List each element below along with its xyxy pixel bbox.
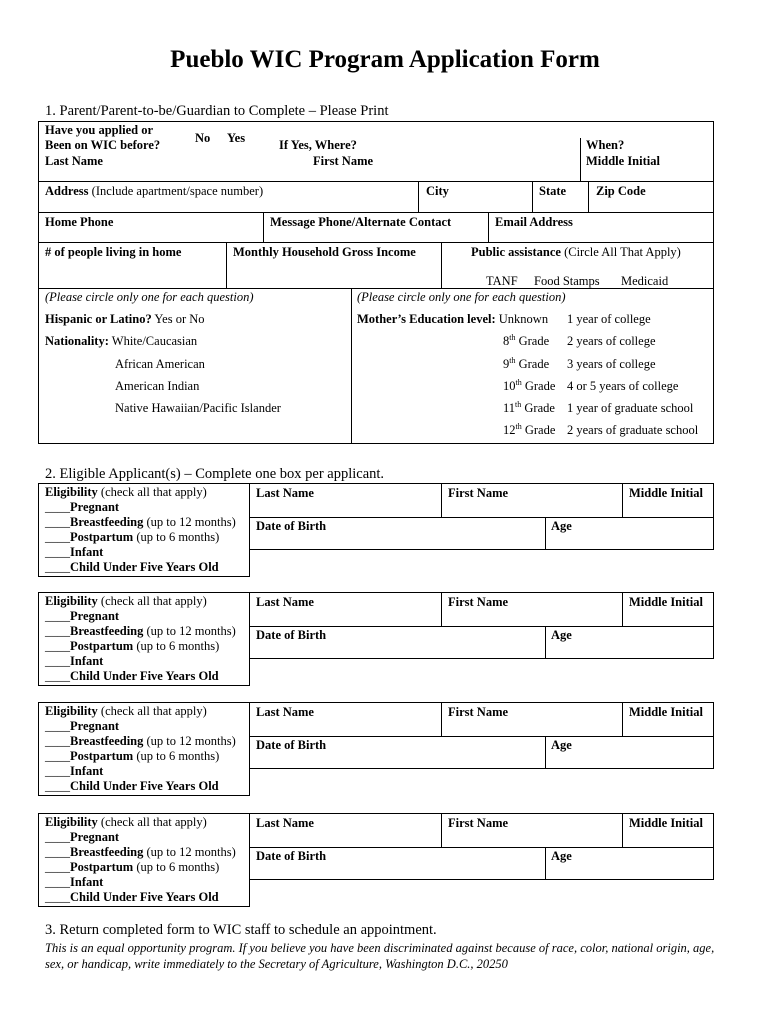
people-in-home-label: # of people living in home — [45, 245, 182, 259]
applicant-dob-label: Date of Birth — [256, 738, 327, 752]
child-label: Child Under Five Years Old — [70, 669, 219, 683]
breastfeeding-label: Breastfeeding — [70, 845, 144, 859]
col-divider — [532, 181, 533, 212]
col-divider — [580, 138, 581, 181]
email-label: Email Address — [495, 215, 573, 229]
infant-label: Infant — [70, 764, 104, 778]
grade-word: Grade — [515, 357, 550, 371]
pregnant-checkbox[interactable] — [45, 830, 119, 845]
nationality-option[interactable]: American Indian — [115, 379, 200, 393]
col-divider — [622, 813, 623, 847]
check-blank: ____ — [45, 609, 70, 623]
grade-suffix: th — [509, 332, 516, 342]
pregnant-checkbox[interactable] — [45, 500, 119, 515]
eligibility-hint: (check all that apply) — [97, 704, 207, 718]
applicant-block — [0, 813, 770, 908]
applicant-last-name-label: Last Name — [256, 816, 314, 830]
col-divider — [545, 517, 546, 550]
postpartum-hint: (up to 6 months) — [133, 530, 220, 544]
applicant-last-name-label: Last Name — [256, 595, 314, 609]
col-divider — [545, 626, 546, 659]
child-label: Child Under Five Years Old — [70, 560, 219, 574]
eligibility-label: Eligibility — [45, 815, 98, 829]
check-blank: ____ — [45, 875, 70, 889]
nationality-option[interactable]: Native Hawaiian/Pacific Islander — [115, 401, 281, 415]
postpartum-hint: (up to 6 months) — [133, 749, 220, 763]
applicant-age-label: Age — [551, 738, 572, 752]
applicant-middle-initial-label: Middle Initial — [629, 595, 703, 609]
education-grade-option[interactable] — [503, 379, 555, 393]
col-divider — [622, 592, 623, 626]
public-assistance-field-label — [471, 245, 681, 259]
grade-number: 12 — [503, 423, 516, 437]
when-label: When? — [586, 138, 625, 152]
applicant-last-name-label: Last Name — [256, 705, 314, 719]
circle-note-left: (Please circle only one for each question) — [45, 290, 254, 304]
applicant-first-name-label: First Name — [448, 816, 509, 830]
col-divider — [441, 483, 442, 517]
grade-word: Grade — [521, 423, 556, 437]
applied-no-option[interactable]: No — [195, 131, 211, 145]
applicant-middle-initial-label: Middle Initial — [629, 705, 703, 719]
postpartum-checkbox[interactable] — [45, 639, 219, 654]
postpartum-label: Postpartum — [70, 860, 134, 874]
applied-question-line2: Been on WIC before? — [45, 138, 161, 152]
tanf-option[interactable]: TANF — [486, 274, 518, 288]
grade-number: 9 — [503, 357, 510, 371]
food-stamps-option[interactable]: Food Stamps — [534, 274, 600, 288]
row-divider — [38, 242, 714, 243]
row-divider — [249, 847, 714, 848]
breastfeeding-checkbox[interactable] — [45, 624, 236, 639]
child-checkbox[interactable] — [45, 890, 219, 905]
applicant-age-label: Age — [551, 628, 572, 642]
breastfeeding-label: Breastfeeding — [70, 734, 144, 748]
eligibility-heading — [45, 594, 207, 609]
applicant-first-name-label: First Name — [448, 486, 509, 500]
education-question — [357, 312, 548, 326]
applicant-age-label: Age — [551, 849, 572, 863]
col-divider — [488, 212, 489, 242]
infant-label: Infant — [70, 654, 104, 668]
pregnant-label: Pregnant — [70, 830, 120, 844]
col-divider — [588, 181, 589, 212]
check-blank: ____ — [45, 860, 70, 874]
postpartum-label: Postpartum — [70, 749, 134, 763]
first-name-label: First Name — [313, 154, 374, 168]
education-college-option[interactable]: 4 or 5 years of college — [567, 379, 679, 393]
city-label: City — [426, 184, 449, 198]
col-divider — [441, 813, 442, 847]
postpartum-label: Postpartum — [70, 639, 134, 653]
check-blank: ____ — [45, 890, 70, 904]
infant-checkbox[interactable] — [45, 545, 103, 560]
breastfeeding-checkbox[interactable] — [45, 734, 236, 749]
breastfeeding-hint: (up to 12 months) — [143, 624, 236, 638]
col-divider — [441, 702, 442, 736]
pregnant-checkbox[interactable] — [45, 609, 119, 624]
breastfeeding-checkbox[interactable] — [45, 845, 236, 860]
hispanic-options[interactable]: Yes or No — [151, 312, 205, 326]
check-blank: ____ — [45, 624, 70, 638]
applicant-first-name-label: First Name — [448, 595, 509, 609]
applicant-middle-initial-label: Middle Initial — [629, 486, 703, 500]
education-college-option[interactable]: 2 years of college — [567, 334, 656, 348]
education-college-option[interactable]: 2 years of graduate school — [567, 423, 699, 437]
hispanic-label: Hispanic or Latino? — [45, 312, 152, 326]
form-title: Pueblo WIC Program Application Form — [170, 46, 600, 73]
monthly-income-label: Monthly Household Gross Income — [233, 245, 416, 259]
applicant-dob-label: Date of Birth — [256, 519, 327, 533]
postpartum-checkbox[interactable] — [45, 530, 219, 545]
applicant-block — [0, 592, 770, 687]
breastfeeding-hint: (up to 12 months) — [143, 734, 236, 748]
check-blank: ____ — [45, 500, 70, 514]
infant-checkbox[interactable] — [45, 764, 103, 779]
row-divider — [249, 517, 714, 518]
education-unknown-option[interactable]: Unknown — [495, 312, 549, 326]
section-2-heading: 2. Eligible Applicant(s) – Complete one box per applicant. — [45, 466, 385, 482]
eligibility-hint: (check all that apply) — [97, 594, 207, 608]
message-phone-label: Message Phone/Alternate Contact — [270, 215, 452, 229]
row-divider — [249, 736, 714, 737]
child-checkbox[interactable] — [45, 669, 219, 684]
breastfeeding-hint: (up to 12 months) — [143, 515, 236, 529]
eligibility-label: Eligibility — [45, 594, 98, 608]
col-divider — [263, 212, 264, 242]
public-assistance-hint: (Circle All That Apply) — [560, 245, 681, 259]
medicaid-option[interactable]: Medicaid — [621, 274, 669, 288]
nationality-label: Nationality: — [45, 334, 109, 348]
check-blank: ____ — [45, 719, 70, 733]
zip-label: Zip Code — [596, 184, 646, 198]
row-divider — [38, 181, 714, 182]
breastfeeding-hint: (up to 12 months) — [143, 845, 236, 859]
eligibility-heading — [45, 704, 207, 719]
pregnant-label: Pregnant — [70, 500, 120, 514]
postpartum-checkbox[interactable] — [45, 749, 219, 764]
address-field-label — [45, 184, 263, 198]
grade-number: 8 — [503, 334, 510, 348]
check-blank: ____ — [45, 545, 70, 559]
infant-checkbox[interactable] — [45, 875, 103, 890]
check-blank: ____ — [45, 830, 70, 844]
grade-word: Grade — [521, 379, 556, 393]
hispanic-question — [45, 312, 205, 326]
postpartum-hint: (up to 6 months) — [133, 860, 220, 874]
pregnant-checkbox[interactable] — [45, 719, 119, 734]
col-divider — [545, 736, 546, 769]
row-divider — [38, 212, 714, 213]
infant-label: Infant — [70, 875, 104, 889]
child-label: Child Under Five Years Old — [70, 890, 219, 904]
pregnant-label: Pregnant — [70, 609, 120, 623]
grade-suffix: th — [515, 377, 522, 387]
eligibility-heading — [45, 485, 207, 500]
section-3-heading: 3. Return completed form to WIC staff to schedule an appointment. — [45, 922, 437, 938]
col-divider — [226, 242, 227, 288]
check-blank: ____ — [45, 734, 70, 748]
col-divider — [545, 847, 546, 880]
grade-suffix: th — [509, 355, 516, 365]
col-divider — [622, 483, 623, 517]
breastfeeding-label: Breastfeeding — [70, 624, 144, 638]
nationality-option[interactable]: White/Caucasian — [108, 334, 198, 348]
education-grade-option[interactable] — [503, 334, 549, 348]
education-grade-option[interactable] — [503, 423, 555, 437]
breastfeeding-label: Breastfeeding — [70, 515, 144, 529]
applicant-first-name-label: First Name — [448, 705, 509, 719]
eligibility-hint: (check all that apply) — [97, 815, 207, 829]
col-divider — [418, 181, 419, 212]
check-blank: ____ — [45, 530, 70, 544]
row-divider — [249, 626, 714, 627]
applicant-dob-label: Date of Birth — [256, 628, 327, 642]
child-checkbox[interactable] — [45, 560, 219, 575]
applicant-block — [0, 702, 770, 797]
education-college-option[interactable]: 3 years of college — [567, 357, 656, 371]
education-grade-option[interactable] — [503, 401, 555, 415]
equal-opportunity-notice: This is an equal opportunity program. If you believe you have been discriminated against because of race, color, national origin, age, sex, or handicap, write immediately to the Secretary of Agriculture, Washington D.C., 20250 — [45, 941, 715, 971]
grade-suffix: th — [515, 399, 522, 409]
public-assistance-label: Public assistance — [471, 245, 561, 259]
section-1-heading: 1. Parent/Parent-to-be/Guardian to Complete – Please Print — [45, 103, 389, 119]
postpartum-hint: (up to 6 months) — [133, 639, 220, 653]
eligibility-heading — [45, 815, 207, 830]
applicant-block — [0, 483, 770, 578]
education-grade-option[interactable] — [503, 357, 549, 371]
grade-word: Grade — [521, 401, 555, 415]
circle-note-right: (Please circle only one for each question) — [357, 290, 566, 304]
check-blank: ____ — [45, 749, 70, 763]
home-phone-label: Home Phone — [45, 215, 114, 229]
address-label: Address — [45, 184, 89, 198]
grade-suffix: th — [515, 421, 522, 431]
check-blank: ____ — [45, 669, 70, 683]
last-name-label: Last Name — [45, 154, 103, 168]
grade-word: Grade — [515, 334, 550, 348]
col-divider — [351, 288, 352, 444]
row-divider — [38, 288, 714, 289]
if-yes-where-label: If Yes, Where? — [279, 138, 357, 152]
check-blank: ____ — [45, 654, 70, 668]
eligibility-label: Eligibility — [45, 485, 98, 499]
check-blank: ____ — [45, 560, 70, 574]
applied-yes-option[interactable]: Yes — [227, 131, 246, 145]
applicant-age-label: Age — [551, 519, 572, 533]
check-blank: ____ — [45, 779, 70, 793]
infant-label: Infant — [70, 545, 104, 559]
education-label: Mother’s Education level: — [357, 312, 496, 326]
grade-number: 10 — [503, 379, 516, 393]
parent-info-box — [38, 121, 714, 444]
breastfeeding-checkbox[interactable] — [45, 515, 236, 530]
pregnant-label: Pregnant — [70, 719, 120, 733]
child-label: Child Under Five Years Old — [70, 779, 219, 793]
col-divider — [622, 702, 623, 736]
applicant-last-name-label: Last Name — [256, 486, 314, 500]
col-divider — [441, 592, 442, 626]
check-blank: ____ — [45, 764, 70, 778]
middle-initial-label: Middle Initial — [586, 154, 660, 168]
nationality-option[interactable]: African American — [115, 357, 205, 371]
check-blank: ____ — [45, 845, 70, 859]
check-blank: ____ — [45, 515, 70, 529]
eligibility-label: Eligibility — [45, 704, 98, 718]
check-blank: ____ — [45, 639, 70, 653]
applied-question-line1: Have you applied or — [45, 123, 153, 137]
postpartum-label: Postpartum — [70, 530, 134, 544]
infant-checkbox[interactable] — [45, 654, 103, 669]
grade-number: 11 — [503, 401, 516, 415]
education-college-option[interactable]: 1 year of graduate school — [567, 401, 694, 415]
applicant-dob-label: Date of Birth — [256, 849, 327, 863]
child-checkbox[interactable] — [45, 779, 219, 794]
state-label: State — [539, 184, 567, 198]
postpartum-checkbox[interactable] — [45, 860, 219, 875]
nationality-question — [45, 334, 197, 348]
applicant-middle-initial-label: Middle Initial — [629, 816, 703, 830]
education-college-option[interactable]: 1 year of college — [567, 312, 651, 326]
address-hint: (Include apartment/space number) — [88, 184, 264, 198]
eligibility-hint: (check all that apply) — [97, 485, 207, 499]
col-divider — [441, 242, 442, 288]
